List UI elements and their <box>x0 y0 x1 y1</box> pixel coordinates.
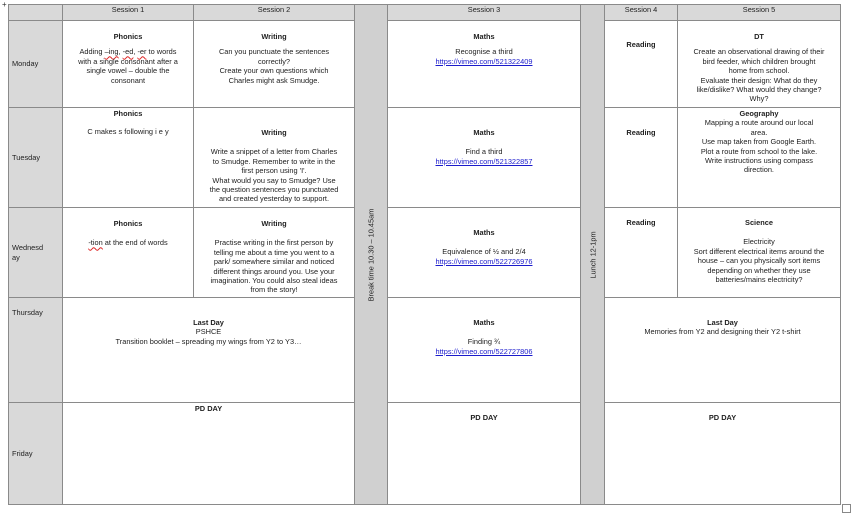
lesson-text: house – can you physically sort items <box>697 256 821 266</box>
lesson-text: Equivalence of ½ and 2/4 <box>442 247 526 257</box>
lesson-title: Reading <box>626 128 656 137</box>
monday-session-4 <box>605 21 678 108</box>
lesson-text: telling me about a time you went to a <box>213 247 335 257</box>
lesson-title: Writing <box>261 128 287 137</box>
day-monday <box>9 21 63 108</box>
wednesday-session-1 <box>63 208 194 298</box>
tuesday-session-3 <box>388 108 581 208</box>
lesson-text: Sort different electrical items around the <box>693 246 825 256</box>
lesson-title: Last Day <box>707 318 738 327</box>
lesson-text: Mapping a route around our local <box>704 118 814 128</box>
day-thursday <box>9 298 63 403</box>
tuesday-session-5 <box>678 108 841 208</box>
day-label: Tuesday <box>12 152 41 162</box>
lesson-title: Phonics <box>113 109 143 118</box>
thursday-session-1-2 <box>63 298 355 403</box>
timetable <box>8 4 841 505</box>
vimeo-link[interactable]: https://vimeo.com/522726976 <box>435 256 533 266</box>
thursday-session-4-5 <box>605 298 841 403</box>
friday-session-4-5 <box>605 403 841 505</box>
lesson-text: Finding ¾ <box>467 337 501 347</box>
lesson-text: Plot a route from school to the lake. <box>700 146 818 156</box>
header-session-3: Session 3 <box>388 5 581 21</box>
vimeo-link[interactable]: https://vimeo.com/522727806 <box>435 346 533 356</box>
lesson-text: Memories from Y2 and designing their Y2 t-shirt <box>644 327 801 337</box>
lesson-text: area. <box>750 127 768 137</box>
lesson-text: different things around you. Use your <box>213 266 335 276</box>
lesson-title: Last Day <box>193 318 224 327</box>
row-monday <box>9 21 841 108</box>
day-label: Wednesd <box>12 243 44 253</box>
lesson-title: Writing <box>261 219 287 228</box>
lesson-text: to Smudge. Remember to write in the <box>212 156 336 166</box>
header-session-5: Session 5 <box>678 5 841 21</box>
lesson-text: Practise writing in the first person by <box>214 238 334 248</box>
lesson-text: Create an observational drawing of their <box>693 47 825 57</box>
day-label: Monday <box>12 59 39 69</box>
header-session-2: Session 2 <box>194 5 355 21</box>
lesson-title: PD DAY <box>470 413 498 422</box>
lesson-title: Phonics <box>113 219 143 228</box>
row-wednesday <box>9 208 841 298</box>
lesson-text: Evaluate their design: What do they <box>700 75 818 85</box>
lesson-text: Why? <box>749 94 769 104</box>
lunch-column <box>581 5 605 505</box>
lesson-text: bird feeder, which children brought <box>702 56 816 66</box>
lesson-text: correctly? <box>257 56 291 66</box>
tuesday-session-1 <box>63 108 194 208</box>
lunch-label: Lunch 12-1pm <box>587 230 597 279</box>
tuesday-session-4 <box>605 108 678 208</box>
tuesday-session-2 <box>194 108 355 208</box>
lesson-text: park/ somewhere similar and noticed <box>213 257 335 267</box>
lesson-title: Writing <box>261 32 287 41</box>
resize-handle[interactable] <box>842 504 851 513</box>
wednesday-session-4 <box>605 208 678 298</box>
monday-session-2 <box>194 21 355 108</box>
monday-session-3 <box>388 21 581 108</box>
lesson-text: from the story! <box>250 285 298 295</box>
row-friday <box>9 403 841 505</box>
lesson-text: Recognise a third <box>455 47 513 57</box>
lesson-text: Create your own questions which <box>219 66 329 76</box>
wednesday-session-2 <box>194 208 355 298</box>
row-thursday <box>9 298 841 403</box>
friday-session-1-2 <box>63 403 355 505</box>
header-row <box>9 5 841 21</box>
lesson-text: home from school. <box>728 66 790 76</box>
lesson-text: C makes s following i e y <box>87 127 169 137</box>
break-column <box>355 5 388 505</box>
lesson-title: Maths <box>473 318 495 327</box>
wednesday-session-5 <box>678 208 841 298</box>
lesson-title: Reading <box>626 40 656 49</box>
lesson-title: DT <box>754 32 764 41</box>
lesson-text: single vowel – double the <box>86 66 170 76</box>
lesson-title: Geography <box>739 109 779 118</box>
lesson-title: Science <box>745 218 773 227</box>
lesson-title: Maths <box>473 128 495 137</box>
lesson-text: PSHCE <box>195 327 222 337</box>
lesson-title: PD DAY <box>194 404 223 413</box>
lesson-text: the question sentences you punctuated <box>209 185 339 195</box>
lesson-text: first person using 'I'. <box>241 166 307 176</box>
day-label: ay <box>12 252 20 262</box>
day-friday <box>9 403 63 505</box>
corner-cell <box>9 5 63 21</box>
friday-session-3 <box>388 403 581 505</box>
lesson-text: imagination. You could also steal ideas <box>210 276 338 286</box>
lesson-title: Maths <box>473 228 495 237</box>
lesson-text: depending on whether they use <box>707 265 811 275</box>
header-session-4: Session 4 <box>605 5 678 21</box>
lesson-text: Transition booklet – spreading my wings from Y2 to Y3… <box>115 336 302 346</box>
lesson-text: and created yesterday to support. <box>218 194 330 204</box>
lesson-title: Maths <box>473 32 495 41</box>
vimeo-link[interactable]: https://vimeo.com/521322857 <box>435 156 533 166</box>
lesson-text: Write instructions using compass <box>705 156 813 166</box>
monday-session-1 <box>63 21 194 108</box>
lesson-text: consonant <box>110 75 146 85</box>
thursday-session-3 <box>388 298 581 403</box>
lesson-title: Phonics <box>113 32 143 41</box>
wednesday-session-3 <box>388 208 581 298</box>
lesson-text: -tion at the end of words <box>88 238 168 248</box>
marker-dot: + <box>2 0 7 9</box>
lesson-text: Can you punctuate the sentences <box>218 47 330 57</box>
vimeo-link[interactable]: https://vimeo.com/521322409 <box>435 56 533 66</box>
header-session-1: Session 1 <box>63 5 194 21</box>
lesson-text: batteries/mains electricity? <box>715 275 803 285</box>
break-label: Break time 10.30 – 10.45am <box>366 208 376 301</box>
day-label: Thursday <box>12 308 43 317</box>
day-tuesday <box>9 108 63 208</box>
lesson-title: PD DAY <box>708 413 737 422</box>
lesson-text: direction. <box>744 165 774 175</box>
lesson-text: Find a third <box>465 147 503 157</box>
lesson-text: What would you say to Smudge? Use <box>212 175 336 185</box>
row-tuesday <box>9 108 841 208</box>
lesson-text: Adding –ing, -ed, -er to words <box>79 47 177 57</box>
day-wednesday <box>9 208 63 298</box>
lesson-text: Write a snippet of a letter from Charles <box>210 147 338 157</box>
lesson-text: with a single consonant after a <box>78 56 178 66</box>
lesson-text: Electricity <box>743 237 775 247</box>
lesson-text: like/dislike? What would they change? <box>696 85 822 95</box>
lesson-text: Use map taken from Google Earth. <box>701 137 817 147</box>
lesson-title: Reading <box>626 218 656 227</box>
lesson-text: Charles might ask Smudge. <box>228 75 320 85</box>
day-label: Friday <box>12 448 33 458</box>
monday-session-5 <box>678 21 841 108</box>
